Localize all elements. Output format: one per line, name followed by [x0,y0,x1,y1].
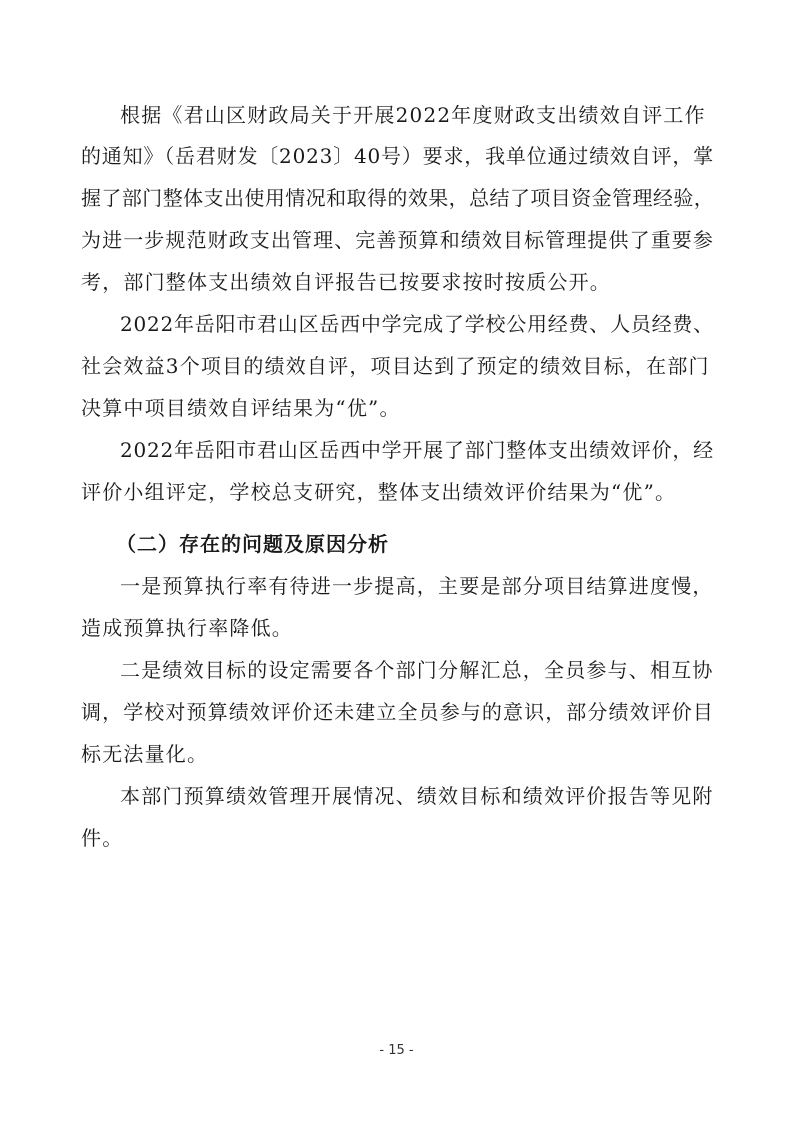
paragraph-4-line-2: 造成预算执行率降低。 [81,616,293,640]
paragraph-1-line-5: 考，部门整体支出绩效自评报告已按要求按时按质公开。 [81,270,611,294]
paragraph-3-line-2: 评价小组评定，学校总支研究，整体支出绩效评价结果为“优”。 [81,480,677,504]
paragraph-2-line-1: 2022年岳阳市君山区岳西中学完成了学校公用经费、人员经费、 [120,312,714,336]
paragraph-4-line-1: 一是预算执行率有待进一步提高，主要是部分项目结算进度慢， [120,574,714,598]
paragraph-1-line-4: 为进一步规范财政支出管理、完善预算和绩效目标管理提供了重要参 [81,228,714,252]
paragraph-1-line-1: 根据《君山区财政局关于开展2022年度财政支出绩效自评工作 [120,103,706,127]
page-number: - 15 - [379,1043,414,1058]
paragraph-5-line-3: 标无法量化。 [81,742,209,766]
paragraph-1-line-2: 的通知》（岳君财发〔2023〕40号）要求，我单位通过绩效自评，掌 [81,144,714,168]
section-heading: （二）存在的问题及原因分析 [116,532,389,556]
paragraph-6-line-2: 件。 [81,826,124,850]
paragraph-5-line-1: 二是绩效目标的设定需要各个部门分解汇总，全员参与、相互协 [120,658,714,682]
paragraph-2-line-3: 决算中项目绩效自评结果为“优”。 [81,396,401,420]
paragraph-3-line-1: 2022年岳阳市君山区岳西中学开展了部门整体支出绩效评价，经 [120,438,714,462]
paragraph-5-line-2: 调，学校对预算绩效评价还未建立全员参与的意识，部分绩效评价目 [81,700,714,724]
paragraph-1-line-3: 握了部门整体支出使用情况和取得的效果，总结了项目资金管理经验， [81,186,715,210]
paragraph-2-line-2: 社会效益3个项目的绩效自评，项目达到了预定的绩效目标，在部门 [81,354,710,378]
paragraph-6-line-1: 本部门预算绩效管理开展情况、绩效目标和绩效评价报告等见附 [120,784,714,808]
